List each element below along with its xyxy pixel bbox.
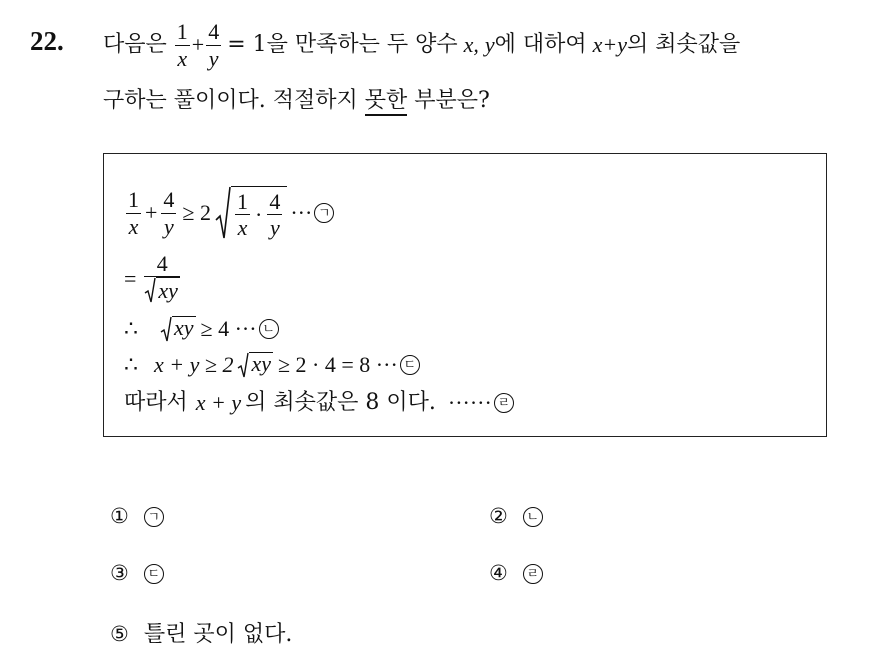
inner-fraction-4-over-y: [267, 189, 282, 241]
conclusion-text: 의 최솟값은 8 이다.: [245, 390, 436, 415]
numerator: 1: [237, 188, 248, 214]
denominator: x: [237, 215, 248, 240]
option-number: ②: [489, 504, 508, 528]
question-text-line-1: [103, 12, 740, 78]
marker-rieul: ㄹ: [494, 393, 514, 413]
option-3[interactable]: [110, 561, 164, 586]
option-number: ⑤: [110, 622, 129, 646]
mid-text: 에 대하여: [494, 32, 587, 57]
numerator: 4: [208, 19, 220, 45]
denominator: y: [208, 45, 219, 71]
fraction-1-over-x: [175, 19, 190, 71]
question-number: 22.: [30, 26, 64, 56]
radical-sign-icon: [237, 352, 249, 378]
solution-box: [103, 153, 827, 437]
sqrt-denominator: [144, 277, 180, 303]
option-number: ①: [110, 504, 129, 528]
option-marker: ㄷ: [144, 564, 164, 584]
expr-x-plus-y: x+y: [592, 32, 628, 57]
line2-suffix: 부분은?: [414, 88, 490, 113]
radical-sign-icon: [144, 277, 156, 303]
denominator: x: [177, 45, 188, 71]
line2-prefix: 구하는 풀이이다. 적절하지: [103, 88, 358, 113]
marker-digeut: ㄷ: [400, 355, 420, 375]
option-number: ④: [489, 561, 508, 585]
question-text-line-2: [103, 90, 490, 112]
sqrt-xy: [237, 352, 273, 378]
option-5[interactable]: [110, 617, 292, 648]
solution-line-5: [124, 388, 514, 418]
end-text: 의 최솟값을: [627, 32, 741, 57]
option-marker: ㄱ: [144, 507, 164, 527]
plus-sign: +: [145, 200, 158, 225]
marker-nieun: ㄴ: [259, 319, 279, 339]
fraction-1-over-x: [126, 187, 141, 239]
equation-rest: = 1을 만족하는 두 양수: [227, 32, 458, 57]
option-marker: ㄴ: [523, 507, 543, 527]
therefore-text: 따라서: [124, 390, 188, 415]
denominator: y: [269, 215, 280, 240]
radicand: xy: [158, 278, 178, 304]
numerator: 1: [128, 187, 139, 213]
x-plus-y: x + y: [195, 390, 242, 415]
ge-two: ≥ 2: [182, 200, 211, 225]
radicand: xy: [174, 315, 194, 340]
numerator: 4: [269, 188, 281, 214]
fraction-4-over-y: [161, 187, 176, 239]
ellipsis: ······: [447, 390, 492, 415]
ellipsis: ···: [290, 200, 313, 225]
option-marker: ㄹ: [523, 564, 543, 584]
radicand: xy: [251, 351, 271, 376]
intro-text: 다음은: [103, 32, 167, 57]
radical-sign-icon: [215, 186, 231, 240]
numerator: 4: [163, 187, 175, 213]
numerator: 4: [144, 251, 180, 277]
option-2[interactable]: [489, 504, 543, 529]
inner-fraction-1-over-x: [235, 189, 250, 241]
solution-line-2: [124, 248, 182, 310]
fraction-4-over-sqrt-xy: [144, 251, 180, 307]
option-4[interactable]: [489, 561, 543, 586]
fraction-4-over-y: [206, 19, 221, 71]
marker-giyeok: ㄱ: [314, 203, 334, 223]
option-text: 틀린 곳이 없다.: [143, 622, 293, 647]
sqrt-xy: [160, 316, 196, 342]
variable-x: x,: [463, 32, 479, 57]
therefore-symbol: ∴: [124, 316, 138, 341]
sqrt-expression: [215, 186, 287, 241]
option-number: ③: [110, 561, 129, 585]
variable-y: y: [484, 32, 495, 57]
denominator: y: [164, 213, 174, 239]
solution-line-4: [124, 350, 420, 380]
question-line-1: [30, 28, 64, 55]
ge-four: ≥ 4 ···: [200, 316, 257, 341]
underlined-word: 못한: [365, 88, 408, 116]
equals-sign: =: [124, 266, 137, 291]
radical-sign-icon: [160, 316, 172, 342]
x-plus-y-ge-2: x + y ≥ 2: [154, 352, 234, 377]
plus-sign: +: [191, 32, 205, 57]
ge-eight: ≥ 2 · 4 = 8 ···: [277, 352, 398, 377]
numerator: 1: [176, 19, 188, 45]
solution-line-1: [124, 180, 334, 246]
radicand: [231, 186, 287, 241]
therefore-symbol: ∴: [124, 352, 138, 377]
dot-operator: ·: [255, 201, 263, 227]
solution-line-3: [124, 314, 279, 344]
option-1[interactable]: [110, 504, 164, 529]
denominator: x: [128, 213, 139, 239]
